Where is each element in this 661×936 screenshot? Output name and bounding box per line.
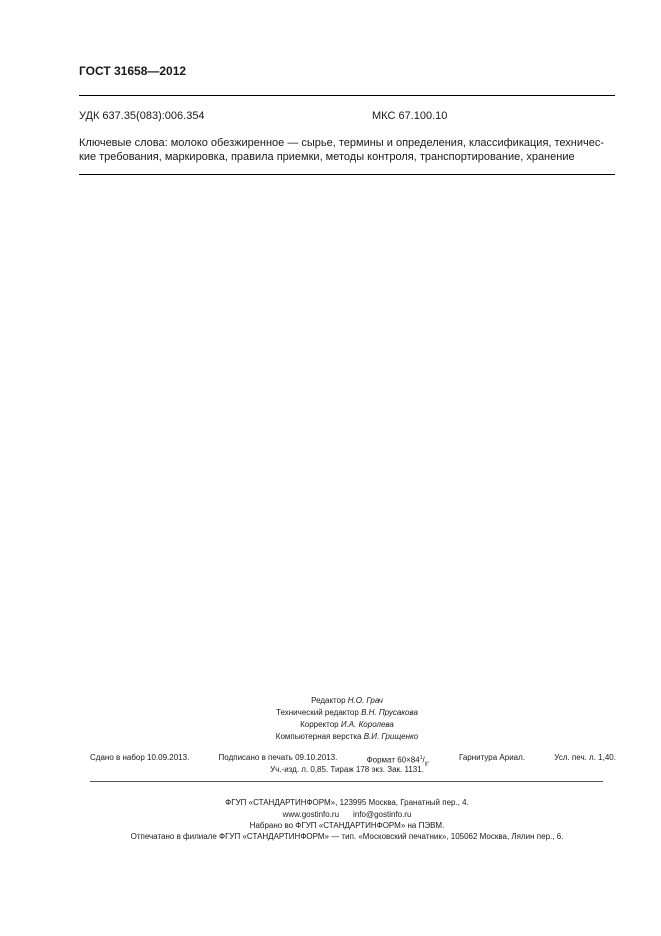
publisher-website: www.gostinfo.ru [282, 810, 340, 819]
publisher-address: ФГУП «СТАНДАРТИНФОРМ», 123995 Москва, Гранатный пер., 4. [225, 798, 469, 807]
keywords-line-2: кие требования, маркировка, правила приемки, методы контроля, транспортирование, хранение [79, 151, 575, 163]
order-number: Зак. 1131. [387, 765, 424, 774]
tech-editor-name: В.Н. Прусакова [361, 708, 418, 717]
submitted-date: Сдано в набор 10.09.2013. [90, 753, 190, 762]
publisher-contacts [79, 810, 615, 820]
print-info-line-2 [79, 765, 615, 775]
editor-name: Н.О. Грач [347, 696, 383, 705]
editor-credit [79, 696, 615, 706]
tech-editor-label: Технический редактор [276, 708, 359, 717]
keywords-line-1: Ключевые слова: молоко обезжиренное — сырье, термины и определения, классификация, техничес- [79, 137, 605, 149]
format-prefix: Формат 60×84 [366, 755, 420, 765]
layout-name: В.И. Грищенко [363, 732, 419, 741]
editor-label: Редактор [311, 696, 346, 705]
corrector-credit [79, 720, 615, 730]
corrector-name: И.А. Королева [340, 720, 394, 729]
paper-format: Формат $60\times 84^1/_8$. [366, 755, 430, 768]
printing-note: Отпечатано в филиале ФГУП «СТАНДАРТИНФОРМ» — тип. «Московский печатник», 105062 Москва, Лялин пер., 6. [130, 832, 564, 841]
corrector-label: Корректор [300, 720, 339, 729]
layout-credit [79, 732, 615, 742]
format-numerator: 1 [419, 755, 423, 761]
format-denominator: 8 [424, 761, 428, 768]
font-info: Гарнитура Ариал. [458, 753, 526, 762]
publisher-email: info@gostinfo.ru [353, 810, 412, 819]
signed-date: Подписано в печать 09.10.2013. [218, 753, 338, 762]
mks-code: МКС 67.100.10 [372, 110, 448, 122]
keywords-block [79, 136, 615, 164]
layout-label: Компьютерная верстка [275, 732, 362, 741]
top-divider [79, 95, 615, 96]
typesetting-note: Набрано во ФГУП «СТАНДАРТИНФОРМ» на ПЭВМ. [249, 821, 445, 830]
imprint-divider [90, 781, 603, 782]
udk-code: УДК 637.35(083):006.354 [79, 110, 205, 122]
print-sheets: Усл. печ. л. 1,40. [554, 753, 616, 762]
print-run: Тираж 178 экз. [330, 765, 386, 774]
document-code: ГОСТ 31658—2012 [79, 64, 187, 78]
publishing-sheets: Уч.-изд. л. 0,85. [270, 765, 329, 774]
keywords-divider [79, 174, 615, 175]
tech-editor-credit [79, 708, 615, 718]
